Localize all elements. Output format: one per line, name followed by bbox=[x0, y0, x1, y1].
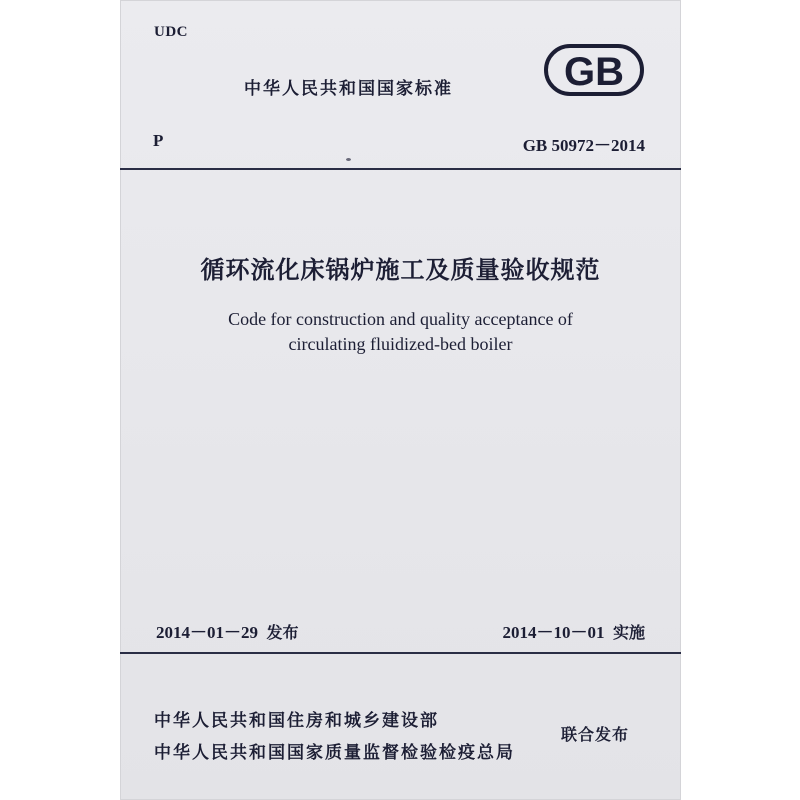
title-english-line1: Code for construction and quality acceptance of bbox=[228, 309, 573, 329]
print-speck bbox=[346, 158, 351, 161]
title-chinese: 循环流化床锅炉施工及质量验收规范 bbox=[200, 255, 601, 284]
issue-label: 发布 bbox=[266, 623, 299, 642]
top-divider bbox=[120, 168, 681, 170]
title-english bbox=[120, 307, 681, 357]
bottom-divider bbox=[120, 652, 681, 654]
issuer-line1: 中华人民共和国住房和城乡建设部 bbox=[154, 711, 439, 731]
title-english-line2: circulating fluidized-bed boiler bbox=[288, 334, 513, 354]
gb-logo-text: GB bbox=[564, 50, 624, 94]
effective-label: 实施 bbox=[612, 623, 645, 642]
issue-date-block bbox=[156, 618, 299, 643]
effective-date-block bbox=[502, 618, 645, 643]
issuing-authorities bbox=[154, 705, 515, 769]
standard-cover bbox=[120, 0, 681, 800]
joint-issue-label: 联合发布 bbox=[561, 725, 630, 744]
standard-type-heading: 中华人民共和国国家标准 bbox=[244, 79, 453, 99]
effective-date: 2014－10－01 bbox=[502, 623, 605, 642]
issuer-line2: 中华人民共和国国家质量监督检验检疫总局 bbox=[154, 743, 515, 763]
udc-label: UDC bbox=[154, 24, 188, 40]
standard-number: GB 50972－2014 bbox=[522, 136, 645, 155]
classification-code: P bbox=[153, 131, 164, 150]
issue-date: 2014－01－29 bbox=[156, 623, 258, 642]
gb-logo-icon bbox=[544, 44, 644, 96]
